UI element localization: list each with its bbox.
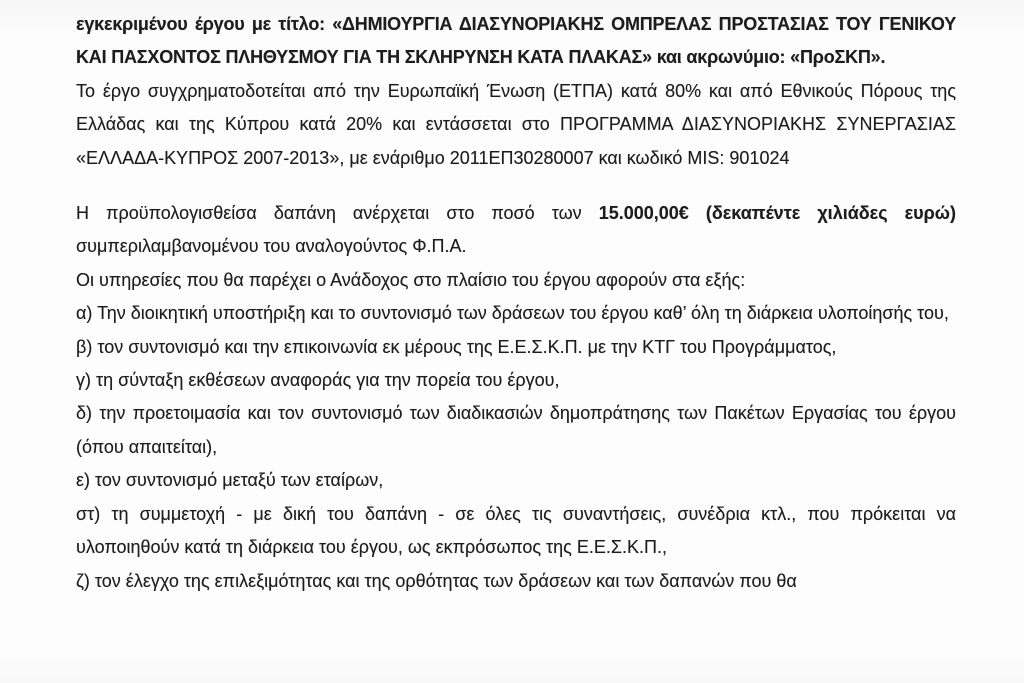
list-item-sigma-tau-text: στ) τη συμμετοχή - με δική του δαπάνη - σε όλες τις συναντήσεις, συνέδρια κτλ., που πρόκειται να υλοποιηθούν κατά τη διάρκεια του έργου, ως εκπρόσωπος της Ε.Ε.Σ.Κ.Π., — [76, 503, 956, 558]
list-item-alpha — [76, 297, 956, 330]
budget-paragraph — [76, 197, 956, 264]
budget-text-tail: συμπεριλαμβανομένου του αναλογούντος Φ.Π.Α. — [76, 236, 467, 257]
list-item-epsilon — [76, 464, 956, 497]
list-item-zeta-cutoff — [76, 565, 956, 598]
list-item-delta — [76, 397, 956, 464]
list-item-beta-text: β) τον συντονισμό και την επικοινωνία εκ μέρους της Ε.Ε.Σ.Κ.Π. με την ΚΤΓ του Προγράμματος, — [76, 336, 837, 357]
list-item-gamma — [76, 364, 956, 397]
services-intro-paragraph — [76, 264, 956, 297]
list-item-alpha-text: α) Την διοικητική υποστήριξη και το συντονισμό των δράσεων του έργου καθ’ όλη τη διάρκεια υλοποίησής του, — [76, 303, 949, 324]
list-item-epsilon-text: ε) τον συντονισμό μεταξύ των εταίρων, — [76, 470, 384, 491]
list-item-sigma-tau — [76, 498, 956, 565]
list-item-zeta-text: ζ) τον έλεγχο της επιλεξιμότητας και της ορθότητας των δράσεων και των δαπανών που θα — [76, 570, 797, 591]
budget-text-lead: Η προϋπολογισθείσα δαπάνη ανέρχεται στο ποσό των — [76, 203, 599, 224]
list-item-gamma-text: γ) τη σύνταξη εκθέσεων αναφοράς για την πορεία του έργου, — [76, 370, 560, 391]
project-title-paragraph — [76, 8, 956, 75]
services-intro-text: Οι υπηρεσίες που θα παρέχει ο Ανάδοχος στο πλαίσιο του έργου αφορούν στα εξής: — [76, 269, 746, 290]
project-title-text: εγκεκριμένου έργου με τίτλο: «ΔΗΜΙΟΥΡΓΙΑ ΔΙΑΣΥΝΟΡΙΑΚΗΣ ΟΜΠΡΕΛΑΣ ΠΡΟΣΤΑΣΙΑΣ ΤΟΥ ΓΕΝΙΚΟΥ ΚΑΙ ΠΑΣΧΟΝΤΟΣ ΠΛΗΘΥΣΜΟΥ ΓΙΑ ΤΗ ΣΚΛΗΡΥΝΣΗ ΚΑΤΑ ΠΛΑΚΑΣ» και ακρωνύμιο: «ΠροΣΚΠ». — [76, 14, 956, 68]
list-item-beta — [76, 331, 956, 364]
funding-text: Το έργο συγχρηματοδοτείται από την Ευρωπαϊκή Ένωση (ΕΤΠΑ) κατά 80% και από Εθνικούς Πόρους της Ελλάδας και της Κύπρου κατά 20% και εντάσσεται στο ΠΡΟΓΡΑΜΜΑ ΔΙΑΣΥΝΟΡΙΑΚΗΣ ΣΥΝΕΡΓΑΣΙΑΣ «ΕΛΛΑΔΑ-ΚΥΠΡΟΣ 2007-2013», με ενάριθμο 2011ΕΠ30280007 και κωδικό MIS: 901024 — [76, 80, 956, 168]
list-item-delta-text: δ) την προετοιμασία και τον συντονισμό των διαδικασιών δημοπράτησης των Πακέτων Εργασίας του έργου (όπου απαιτείται), — [76, 403, 956, 457]
budget-amount: 15.000,00€ (δεκαπέντε χιλιάδες ευρώ) — [598, 203, 956, 224]
funding-paragraph — [76, 75, 956, 175]
